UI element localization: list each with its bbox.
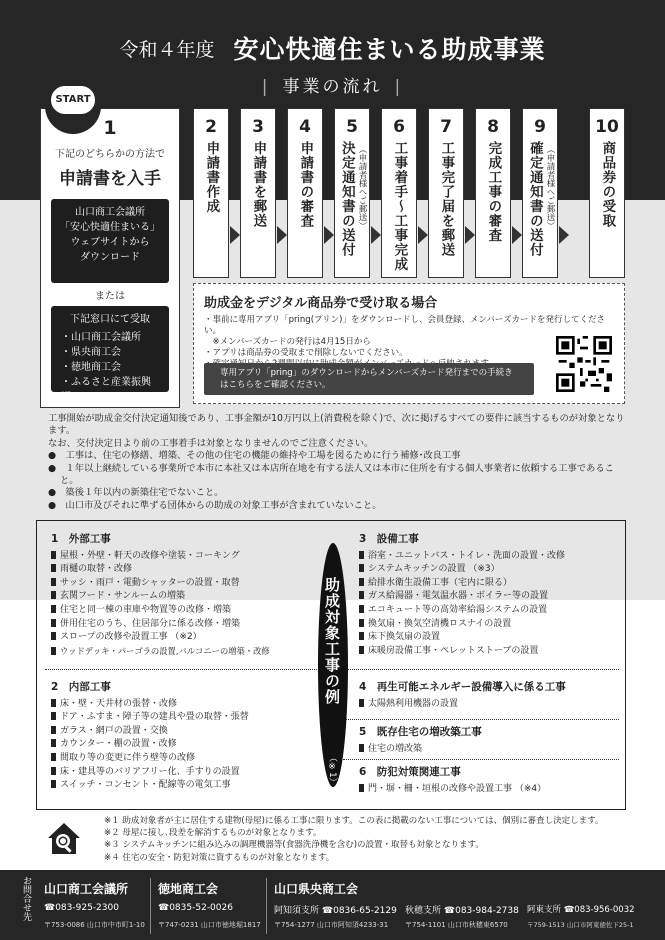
section-equipment bbox=[359, 533, 621, 658]
step-note: （申請者様へご郵送） bbox=[545, 145, 555, 230]
center-label: 助成対象工事の例 bbox=[323, 577, 341, 705]
digital-item: ・アプリは商品券の受取まで削除しないでください。 bbox=[204, 348, 408, 358]
section-title: 6 防犯対策関連工事 bbox=[359, 766, 461, 778]
counter-item: ・山口商工会議所 bbox=[61, 332, 141, 343]
req-bullet: ● 築後１年以内の新築住宅でないこと。 bbox=[48, 487, 224, 499]
list-item: ウッドデッキ・パーゴラの設置,バルコニーの増築・改修 bbox=[51, 645, 319, 659]
flow-arrow-icon bbox=[277, 226, 287, 244]
page-title: 安心快適住まいる助成事業 bbox=[233, 35, 546, 64]
branch-tel[interactable]: 秋穂支所 ☎083-984-2738 bbox=[405, 906, 519, 916]
qr-code-icon[interactable] bbox=[556, 336, 612, 392]
list-item: 床下換気扇の設置 bbox=[359, 631, 621, 645]
subtitle bbox=[0, 72, 665, 97]
counter-box bbox=[51, 306, 169, 403]
list-item: ドア・ふすま・障子等の建具や畳の取替・張替 bbox=[51, 711, 319, 725]
list-item: 浴室・ユニットバス・トイレ・洗面の設置・改修 bbox=[359, 550, 621, 564]
step-7-card bbox=[428, 108, 464, 278]
flow-arrow-icon bbox=[418, 226, 428, 244]
footnotes bbox=[104, 815, 644, 864]
list-item: システムキッチンの設置 （※3） bbox=[359, 563, 621, 577]
eligible-works-box bbox=[36, 520, 626, 810]
section-title: 3 設備工事 bbox=[359, 533, 419, 545]
section-title: 1 外部工事 bbox=[51, 533, 111, 545]
box-line: 山口商工会議所 bbox=[75, 207, 145, 218]
flow-arrow-icon bbox=[371, 226, 381, 244]
branch-addr: 〒754-1101 山口市秋穂東6570 bbox=[405, 921, 508, 929]
footnote: ※１ 助成対象者が主に居住する建物(母屋)に係る工事に限ります。この表に掲載のない工事については、個別に審査し決定します。 bbox=[104, 816, 604, 826]
list-item: 床・建具等のバリアフリー化、手すりの設置 bbox=[51, 766, 319, 780]
or-label: または bbox=[95, 291, 125, 302]
step-number: 9 bbox=[534, 117, 546, 137]
step-number: 4 bbox=[299, 117, 311, 137]
section-security bbox=[359, 766, 621, 796]
req-bullet: ● １年以上継続している事業所で本市に本社又は本店所在地を有する法人又は本市に住所を有する個人事業者に依頼する工事であること。 bbox=[48, 462, 614, 487]
list-item: エコキュート等の高効率給湯システムの設置 bbox=[359, 604, 621, 618]
box-line: ダウンロード bbox=[80, 252, 140, 263]
step-text: 商品券の受取 bbox=[599, 141, 616, 228]
step-10-card bbox=[589, 108, 625, 278]
section-title: 5 既存住宅の増改築工事 bbox=[359, 726, 482, 738]
list-item: 太陽熱利用機器の設置 bbox=[359, 698, 621, 712]
divider bbox=[45, 669, 323, 670]
footnote: ※３ システムキッチンに組み込みの調理機器等(食器洗浄機を含む)の設置・取替も対象となります。 bbox=[104, 840, 484, 851]
step-number: 2 bbox=[205, 117, 217, 137]
step-number: 6 bbox=[393, 117, 405, 137]
footnote: ※２ 母屋に接し､段差を解消するものが対象となります。 bbox=[104, 828, 322, 839]
box-line: 「安心快適住まいる」 bbox=[60, 222, 160, 233]
section-renovation bbox=[359, 726, 621, 756]
house-search-icon bbox=[44, 818, 84, 858]
list-item: カウンター・棚の設置・改修 bbox=[51, 738, 319, 752]
step-8-card bbox=[475, 108, 511, 278]
flow-arrow-icon bbox=[230, 226, 240, 244]
pring-guide-banner[interactable]: 専用アプリ「pring」のダウンロードからメンバーズカード発行までの手続きはこちらをご確認ください。 bbox=[204, 363, 534, 395]
step-text: 申請書の審査 bbox=[297, 141, 314, 228]
list-item: スロープの改修や設置工事 （※2） bbox=[51, 631, 319, 645]
section-exterior bbox=[51, 533, 319, 658]
divider bbox=[343, 669, 619, 670]
org-name: 山口県央商工会 bbox=[274, 882, 359, 896]
digital-coupon-box bbox=[193, 283, 625, 404]
list-item: 住宅の増改築 bbox=[359, 743, 621, 757]
list-item: 給排水衛生設備工事（宅内に限る） bbox=[359, 577, 621, 591]
title-row bbox=[0, 30, 665, 66]
subtitle-text: 事業の流れ bbox=[282, 77, 383, 97]
org-addr: 〒747-0231 山口市徳地堀1817 bbox=[158, 921, 261, 929]
divider: | bbox=[261, 77, 271, 97]
flow-arrow-icon bbox=[559, 226, 569, 244]
center-label-oval bbox=[318, 543, 348, 787]
list-item: 床・壁・天井材の張替・改修 bbox=[51, 698, 319, 712]
org-name: 山口商工会議所 bbox=[44, 882, 129, 896]
step-1-headline: 申請書を入手 bbox=[59, 169, 161, 189]
flow-arrow-icon bbox=[324, 226, 334, 244]
step-note: （申請者様へご郵送） bbox=[357, 145, 367, 230]
list-item: 住宅と同一棟の車庫や物置等の改修・増築 bbox=[51, 604, 319, 618]
step-number: 7 bbox=[440, 117, 452, 137]
step-number: 10 bbox=[595, 117, 619, 137]
list-item: 屋根・外壁・軒天の改修や塗装・コーキング bbox=[51, 550, 319, 564]
divider: | bbox=[394, 77, 404, 97]
step-text: 申請書を郵送 bbox=[250, 141, 267, 228]
list-item: ガラス・網戸の設置・交換 bbox=[51, 725, 319, 739]
step-text: 工事完了届を郵送 bbox=[438, 141, 455, 257]
digital-item: ・事前に専用アプリ「pring(プリン)」をダウンロードし、会員登録、メンバーズカードを発行してください。 bbox=[204, 315, 605, 336]
step-1-desc: 下記のどちらかの方法で bbox=[55, 149, 165, 160]
list-item: ガス給湯器・電気温水器・ボイラー等の設置 bbox=[359, 590, 621, 604]
step-text: 決定通知書の送付 bbox=[338, 141, 355, 257]
step-9-card bbox=[522, 108, 558, 278]
list-item: 床暖房設備工事・ペレットストーブの設置 bbox=[359, 645, 621, 659]
step-text: 工事着手〜工事完成 bbox=[391, 141, 408, 272]
list-item: 雨樋の取替・改修 bbox=[51, 563, 319, 577]
step-text: 確定通知書の送付 bbox=[526, 141, 543, 257]
contact-label: お問合せ先 bbox=[21, 876, 31, 921]
footnote: ※４ 住宅の安全・防犯対策に資するものが対象となります。 bbox=[104, 852, 335, 863]
section-title: 2 内部工事 bbox=[51, 681, 111, 693]
step-number: 3 bbox=[252, 117, 264, 137]
digital-title: 助成金をデジタル商品券で受け取る場合 bbox=[204, 296, 438, 311]
step-2-card bbox=[193, 108, 229, 278]
step-6-card bbox=[381, 108, 417, 278]
req-note: なお、交付決定日より前の工事着手は対象となりませんのでご注意ください。 bbox=[48, 437, 374, 449]
branch-addr: 〒754-1277 山口市阿知須4233-31 bbox=[274, 921, 389, 929]
req-bullet: ● 山口市及びそれに準ずる団体からの助成の対象工事が含まれていないこと。 bbox=[48, 499, 382, 511]
section-title: 4 再生可能エネルギー設備導入に係る工事 bbox=[359, 681, 566, 693]
divider bbox=[343, 719, 619, 720]
list-item: 玄関フード・サンルームの増築 bbox=[51, 590, 319, 604]
step-text: 完成工事の審査 bbox=[485, 141, 502, 243]
digital-item: ※メンバーズカードの発行は4月15日から bbox=[204, 337, 371, 347]
req-bullet: ● 工事は、住宅の修繕、増築、その他の住宅の機能の維持や工場を図るために行う補修･改良工事 bbox=[48, 450, 461, 462]
org-name: 徳地商工会 bbox=[158, 882, 219, 896]
list-item: 間取り等の変更に伴う壁等の改修 bbox=[51, 752, 319, 766]
branch-tel[interactable]: 阿知須支所 ☎0836-65-2129 bbox=[274, 906, 397, 916]
org-addr: 〒753-0086 山口市中市町1-10 bbox=[44, 921, 145, 929]
start-badge: START bbox=[49, 84, 97, 116]
org-tel[interactable]: ☎083-925-2300 bbox=[44, 903, 119, 913]
section-interior bbox=[51, 681, 319, 793]
list-item: 門・塀・柵・垣根の改修や設置工事 （※4） bbox=[359, 783, 621, 797]
list-item: サッシ・雨戸・電動シャッターの設置・取替 bbox=[51, 577, 319, 591]
counter-item: ・徳地商工会 bbox=[61, 362, 121, 373]
counter-item: ・県央商工会 bbox=[61, 347, 121, 358]
counter-title: 下記窓口にて受取 bbox=[70, 314, 150, 325]
branch-tel[interactable]: 阿東支所 ☎083-956-0032 bbox=[527, 905, 635, 915]
section-renewable bbox=[359, 681, 621, 711]
step-text: 申請書作成 bbox=[203, 141, 220, 214]
req-intro: 工事開始が助成金交付決定通知後であり、工事金額が10万円以上(消費税を除く)で、次に掲げるすべての要件に該当するものが対象となります。 bbox=[48, 413, 625, 437]
counter-item: ・ふるさと産業振興課 bbox=[61, 377, 151, 403]
fiscal-year: 令和４年度 bbox=[119, 39, 215, 61]
step-number: 5 bbox=[346, 117, 358, 137]
step-number: 1 bbox=[103, 117, 117, 139]
box-line: ウェブサイトから bbox=[70, 237, 150, 248]
step-4-card bbox=[287, 108, 323, 278]
contact-footer bbox=[0, 870, 665, 940]
flow-arrow-icon bbox=[465, 226, 475, 244]
list-item: 換気扇・換気空清機ロスナイの設置 bbox=[359, 618, 621, 632]
divider bbox=[266, 878, 267, 934]
divider bbox=[150, 878, 151, 934]
list-item: 併用住宅のうち、住居部分に係る改修・増築 bbox=[51, 618, 319, 632]
step-3-card bbox=[240, 108, 276, 278]
download-box bbox=[51, 199, 169, 283]
step-5-card bbox=[334, 108, 370, 278]
step-number: 8 bbox=[487, 117, 499, 137]
flow-arrow-icon bbox=[512, 226, 522, 244]
center-note: （※1） bbox=[327, 753, 337, 787]
step-1-card bbox=[40, 108, 180, 408]
org-tel[interactable]: ☎0835-52-0026 bbox=[158, 903, 233, 913]
list-item: スイッチ・コンセント・配線等の電気工事 bbox=[51, 779, 319, 793]
requirements bbox=[48, 413, 628, 512]
branch-addr: 〒759-1513 山口市阿東徳佐下25-1 bbox=[527, 921, 634, 929]
divider bbox=[343, 759, 619, 760]
